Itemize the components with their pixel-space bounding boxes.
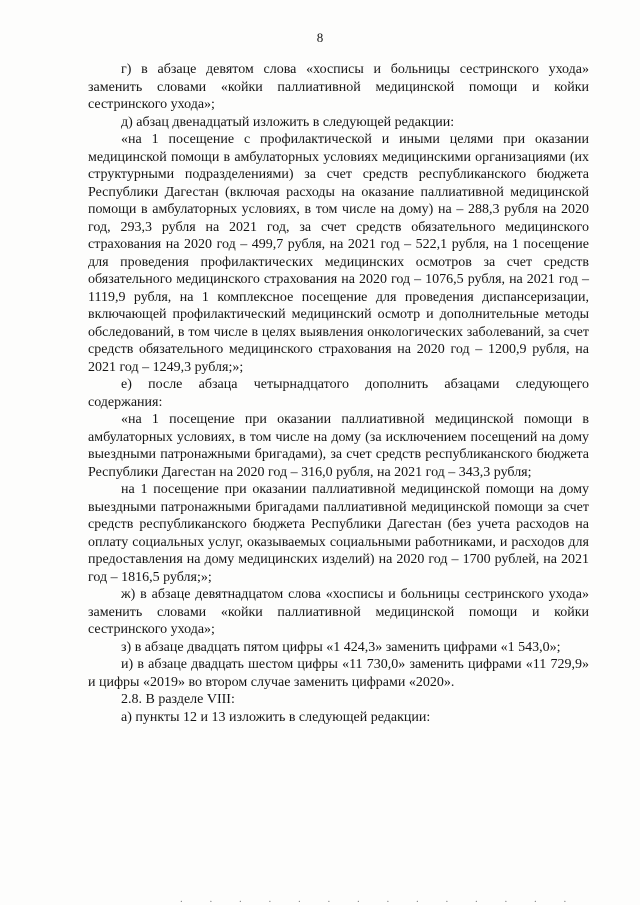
paragraph-palliative-ambulatory: «на 1 посещение при оказании паллиативной медицинской помощи в амбулаторных условиях, в том числе на дому (за исключением посещений на дому выездными патронажными бригадами), за счет средств республиканского бюджета Республики Дагестан на 2020 год – 316,0 рубля, на 2021 год – 343,3 рубля; <box>88 412 589 480</box>
paragraph-zh: ж) в абзаце девятнадцатом слова «хосписы и больницы сестринского ухода» заменить словами «койки паллиативной медицинской помощи и койки сестринского ухода»; <box>88 587 589 637</box>
paragraph-section-viii: 2.8. В разделе VIII: <box>121 692 235 707</box>
paragraph-a: а) пункты 12 и 13 изложить в следующей редакции: <box>121 709 431 725</box>
paragraph-visit-prophylactic: «на 1 посещение с профилактической и иными целями при оказании медицинской помощи в амбулаторных условиях медицинскими организациями (их структурными подразделениями) за счет средств республиканского бюджета Республики Дагестан (включая расходы на оказание паллиативной медицинской помощи в амбулаторных условиях, в том числе на дому) на – 288,3 рубля на 2020 год, 293,3 рубля на 2021 год, за счет средств обязательного медицинского страхования на 2020 год – 499,7 рубля, на 2021 год – 522,1 рубля, на 1 посещение для проведения профилактических медицинских осмотров за счет средств обязательного медицинского страхования на 2020 год – 1076,5 рубля, на 2021 год – 1119,9 рубля, на 1 комплексное посещение для проведения диспансеризации, включающей профилактический медицинский осмотр и дополнительные методы обследований, в том числе в целях выявления онкологических заболеваний, за счет средств обязательного медицинского страхования на 2020 год – 1200,9 рубля, на 2021 год – 1249,3 рубля;»; <box>88 132 589 375</box>
document-body <box>88 61 589 726</box>
paragraph-i: и) в абзаце двадцать шестом цифры «11 730,0» заменить цифрами «11 729,9» и цифры «2019» во втором случае заменить цифрами «2020». <box>88 657 589 690</box>
page-number: 8 <box>316 30 324 45</box>
paragraph-palliative-home: на 1 посещение при оказании паллиативной медицинской помощи на дому выездными патронажными бригадами паллиативной медицинской помощи за счет средств республиканского бюджета Республики Дагестан (без учета расходов на оплату социальных услуг, оказываемых социальными работниками, и расходов для предоставления на дому медицинских изделий) на 2020 год – 1700 рублей, на 2021 год – 1816,5 рубля;»; <box>88 482 589 585</box>
paragraph-e: е) после абзаца четырнадцатого дополнить абзацами следующего содержания: <box>88 377 589 410</box>
paragraph-d: д) абзац двенадцатый изложить в следующей редакции: <box>121 114 455 130</box>
paragraph-z: з) в абзаце двадцать пятом цифры «1 424,3» заменить цифрами «1 543,0»; <box>121 639 561 655</box>
footer-scan-marks: . . . . . . . . . . . . . . <box>180 893 579 905</box>
paragraph-g: г) в абзаце девятом слова «хосписы и больницы сестринского ухода» заменить словами «койки паллиативной медицинской помощи и койки сестринского ухода»; <box>88 62 589 112</box>
